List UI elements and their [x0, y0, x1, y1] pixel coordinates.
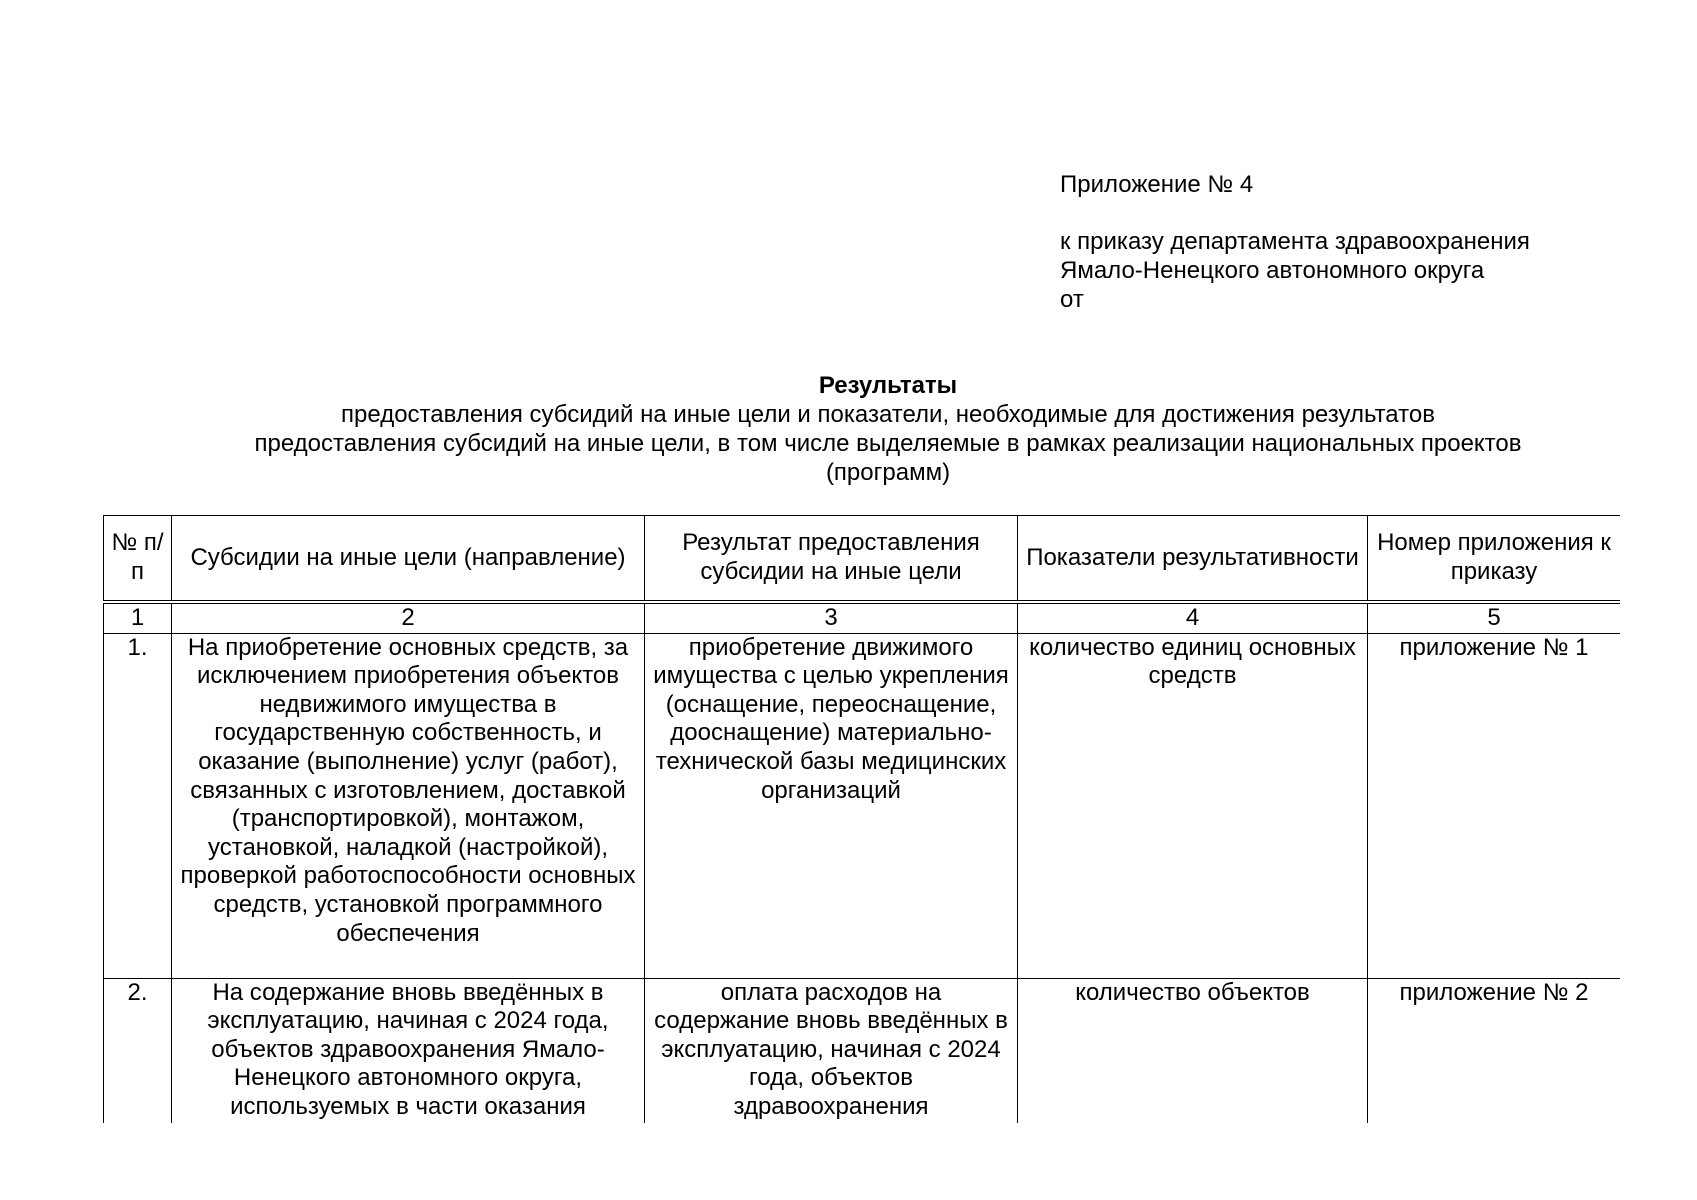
- header-cell-number: № п/п: [104, 516, 172, 603]
- result-cell: приобретение движимого имущества с целью укрепления (оснащение, переоснащение, дооснащение) материально-технической базы медицинских организаций: [645, 633, 1018, 978]
- column-number-cell: 5: [1368, 602, 1621, 633]
- column-number-cell: 3: [645, 602, 1018, 633]
- column-number-cell: 2: [172, 602, 645, 633]
- appendix-order-ref: к приказу департамента здравоохранения: [1060, 228, 1530, 255]
- results-table: [103, 515, 1620, 1123]
- title-line-2: предоставления субсидий на иные цели, в том числе выделяемые в рамках реализации национальных проектов: [254, 430, 1522, 457]
- subsidy-cell: На приобретение основных средств, за исключением приобретения объектов недвижимого имущества в государственную собственность, и оказание (выполнение) услуг (работ), связанных с изготовлением, доставкой (транспортировкой), монтажом, установкой, наладкой (настройкой), проверкой работоспособности основных средств, установкой программного обеспечения: [172, 633, 645, 978]
- indicator-cell: количество объектов: [1018, 978, 1368, 1123]
- title-heading: Результаты: [818, 372, 958, 399]
- appendix-ref-cell: приложение № 1: [1368, 633, 1621, 978]
- column-number-cell: 1: [104, 602, 172, 633]
- table-row: [104, 978, 1621, 1123]
- table-row: [104, 633, 1621, 978]
- row-number-cell: 1.: [104, 633, 172, 978]
- header-cell-result: Результат предоставления субсидии на иные цели: [645, 516, 1018, 603]
- document-title: [160, 371, 1616, 487]
- column-number-row: [104, 602, 1621, 633]
- appendix-region: Ямало-Ненецкого автономного округа: [1060, 257, 1485, 284]
- column-number-cell: 4: [1018, 602, 1368, 633]
- appendix-date: от: [1060, 286, 1084, 313]
- result-cell: оплата расходов на содержание вновь введённых в эксплуатацию, начиная с 2024 года, объектов здравоохранения: [645, 978, 1018, 1123]
- row-number-cell: 2.: [104, 978, 172, 1123]
- header-cell-subsidy: Субсидии на иные цели (направление): [172, 516, 645, 603]
- appendix-header: [1060, 170, 1660, 314]
- title-line-3: (программ): [825, 459, 951, 486]
- appendix-ref-cell: приложение № 2: [1368, 978, 1621, 1123]
- title-line-1: предоставления субсидий на иные цели и показатели, необходимые для достижения результатов: [341, 401, 1435, 428]
- subsidy-cell: На содержание вновь введённых в эксплуатацию, начиная с 2024 года, объектов здравоохранения Ямало-Ненецкого автономного округа, используемых в части оказания: [172, 978, 645, 1123]
- table-header-row: [104, 516, 1621, 603]
- appendix-number: Приложение № 4: [1060, 171, 1254, 198]
- results-table-container: [103, 515, 1620, 1123]
- indicator-cell: количество единиц основных средств: [1018, 633, 1368, 978]
- header-cell-indicators: Показатели результативности: [1018, 516, 1368, 603]
- header-cell-appendix: Номер приложения к приказу: [1368, 516, 1621, 603]
